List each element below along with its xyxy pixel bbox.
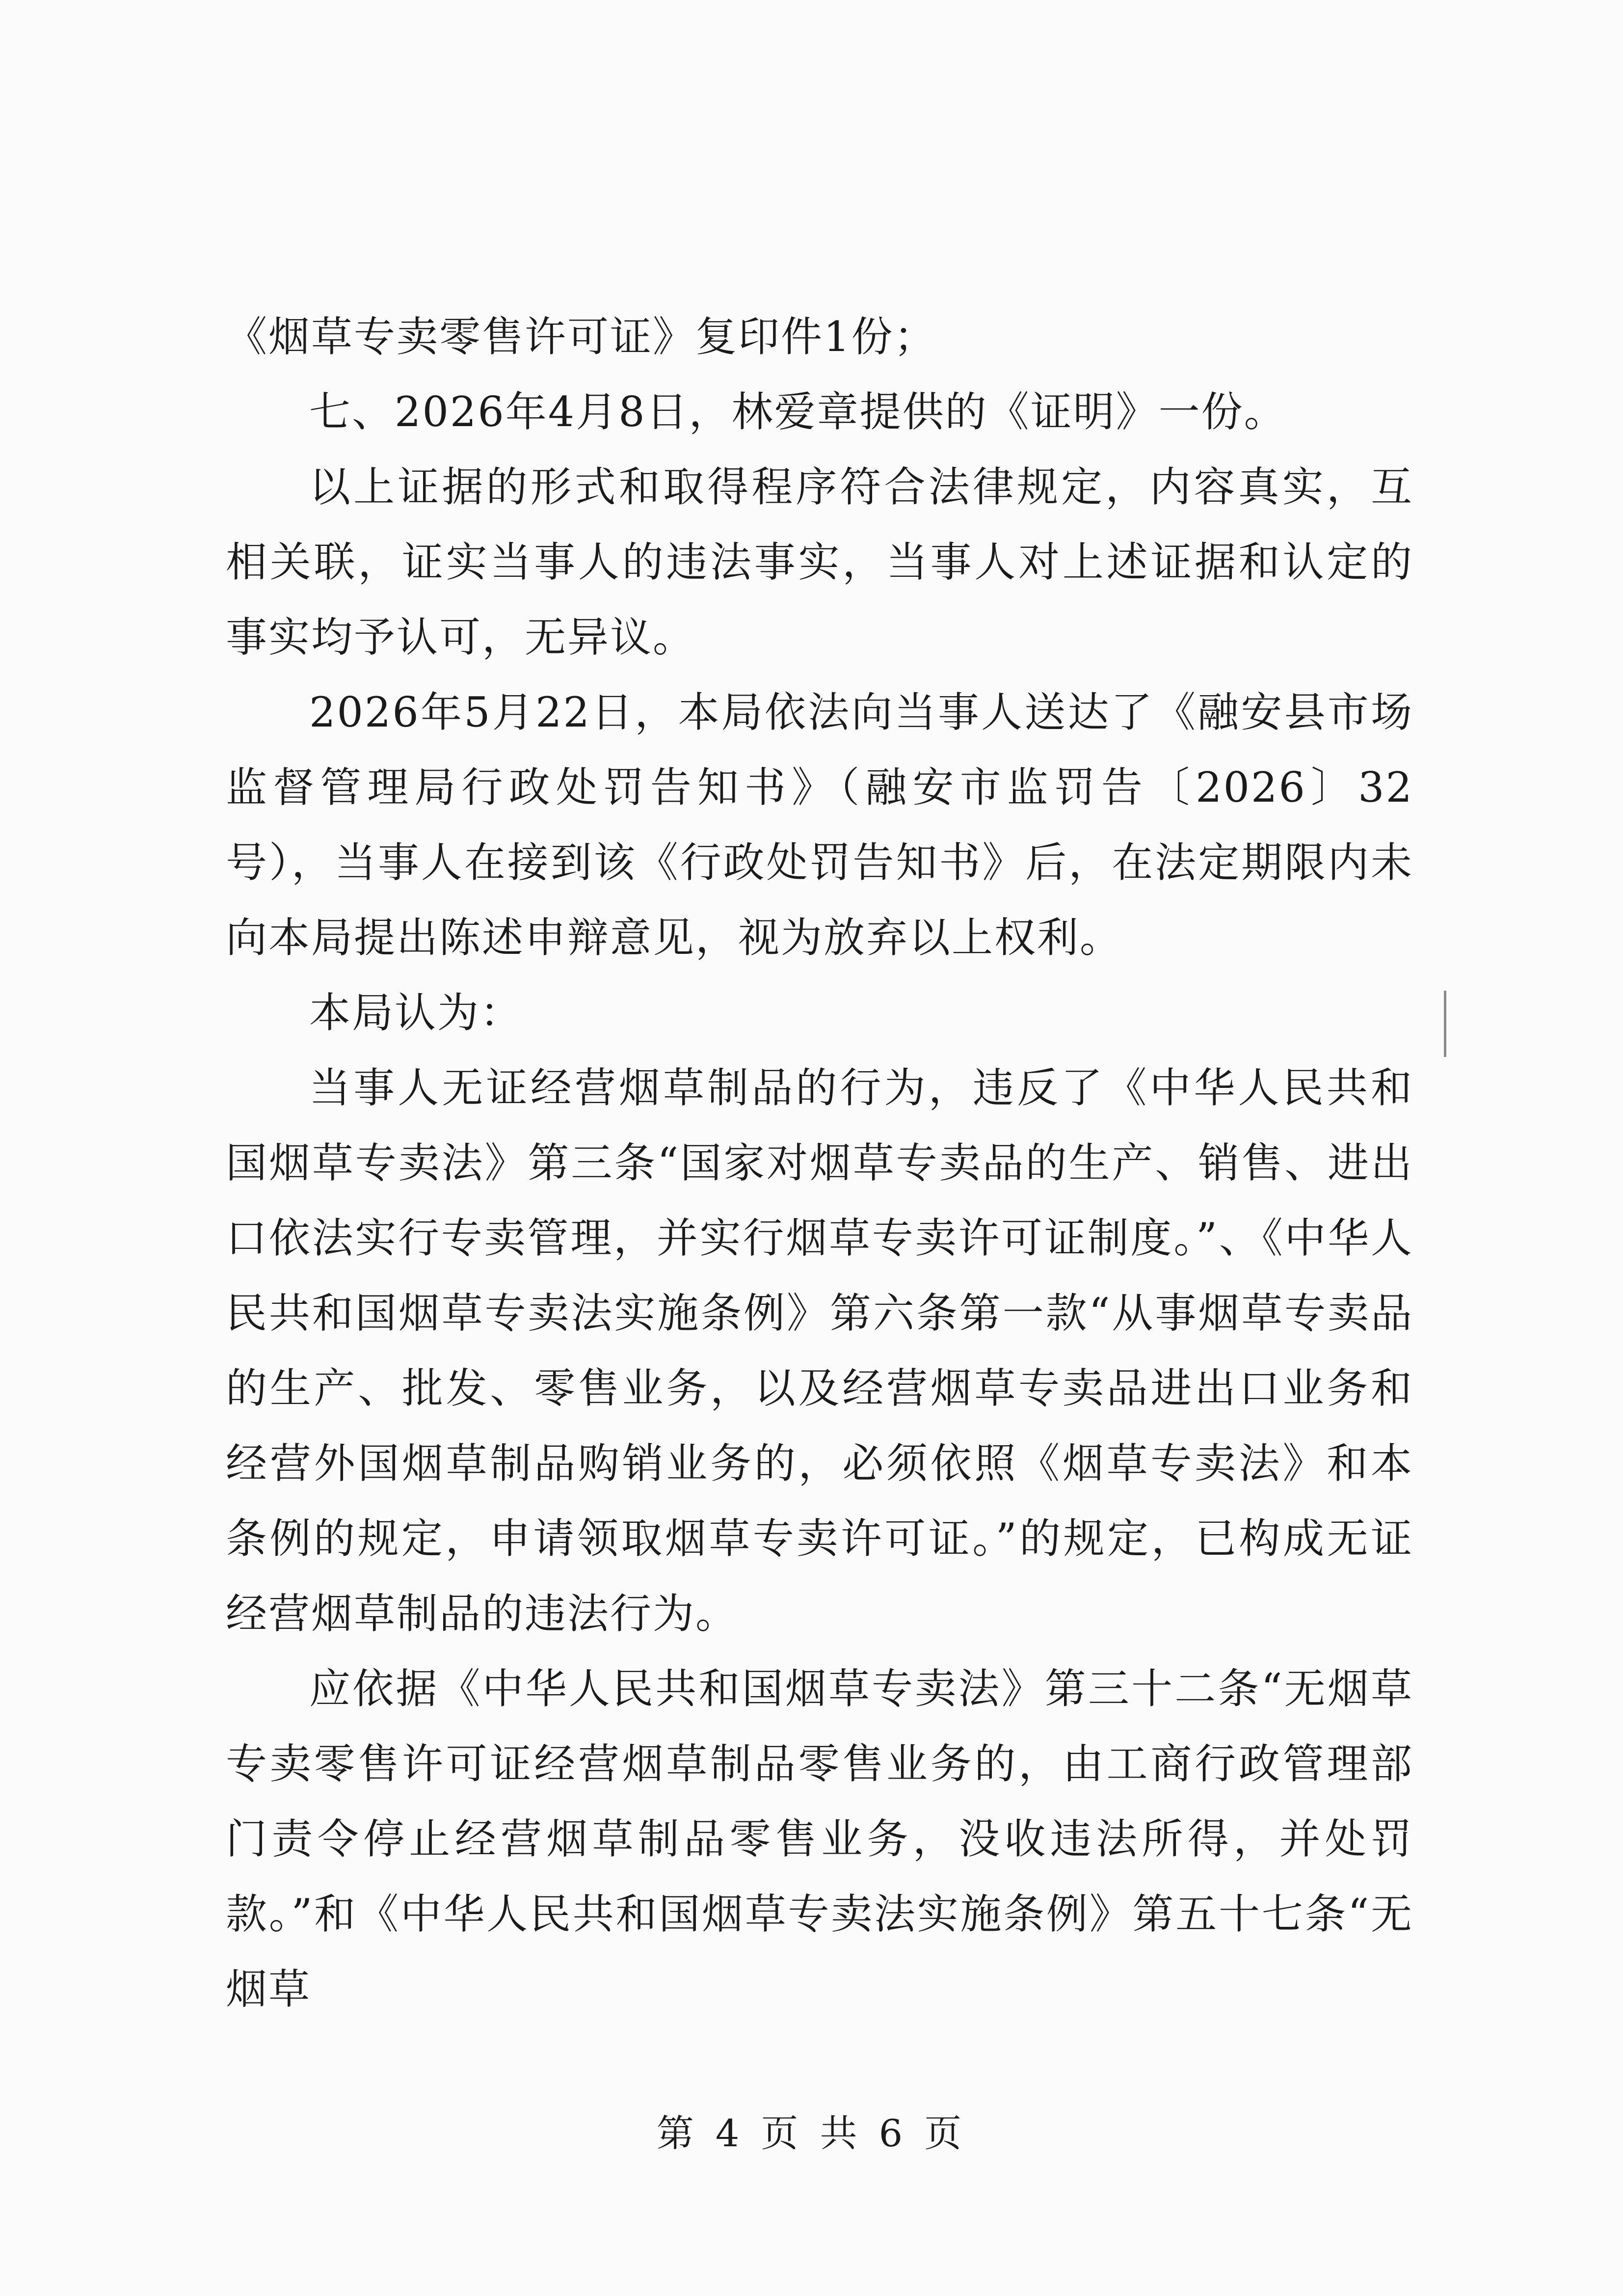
page-number-footer: 第 4 页 共 6 页 xyxy=(656,2111,967,2155)
paragraph-bureau-opinion-heading: 本局认为： xyxy=(309,989,523,1037)
paragraph-notice-delivery: 2026年5月22日，本局依法向当事人送达了《融安县市场监督管理局行政处罚告知书》（融安市监罚告〔2026〕32号），当事人在接到该《行政处罚告知书》后，在法定期限内未向本局提出陈述申辩意见，视为放弃以上权利。 xyxy=(226,688,1413,962)
scan-artifact-line xyxy=(1444,991,1446,1057)
document-body xyxy=(226,299,1413,2027)
paragraph-evidence-item-7: 七、2026年4月8日，林爱章提供的《证明》一份。 xyxy=(309,388,1287,436)
paragraph-violation-finding: 当事人无证经营烟草制品的行为，违反了《中华人民共和国烟草专卖法》第三条“国家对烟草专卖品的生产、销售、进出口依法实行专卖管理，并实行烟草专卖许可证制度。”、《中华人民共和国烟草专卖法实施条例》第六条第一款“从事烟草专卖品的生产、批发、零售业务，以及经营烟草专卖品进出口业务和经营外国烟草制品购销业务的，必须依照《烟草专卖法》和本条例的规定，申请领取烟草专卖许可证。”的规定，已构成无证经营烟草制品的违法行为。 xyxy=(226,1064,1413,1638)
paragraph-evidence-item-6-continued: 《烟草专卖零售许可证》复印件1份； xyxy=(226,313,937,361)
paragraph-evidence-summary: 以上证据的形式和取得程序符合法律规定，内容真实，互相关联，证实当事人的违法事实，当事人对上述证据和认定的事实均予认可，无异议。 xyxy=(226,463,1413,661)
paragraph-legal-basis: 应依据《中华人民共和国烟草专卖法》第三十二条“无烟草专卖零售许可证经营烟草制品零售业务的，由工商行政管理部门责令停止经营烟草制品零售业务，没收违法所得，并处罚款。”和《中华人民共和国烟草专卖法实施条例》第五十七条“无烟草 xyxy=(226,1665,1413,2013)
